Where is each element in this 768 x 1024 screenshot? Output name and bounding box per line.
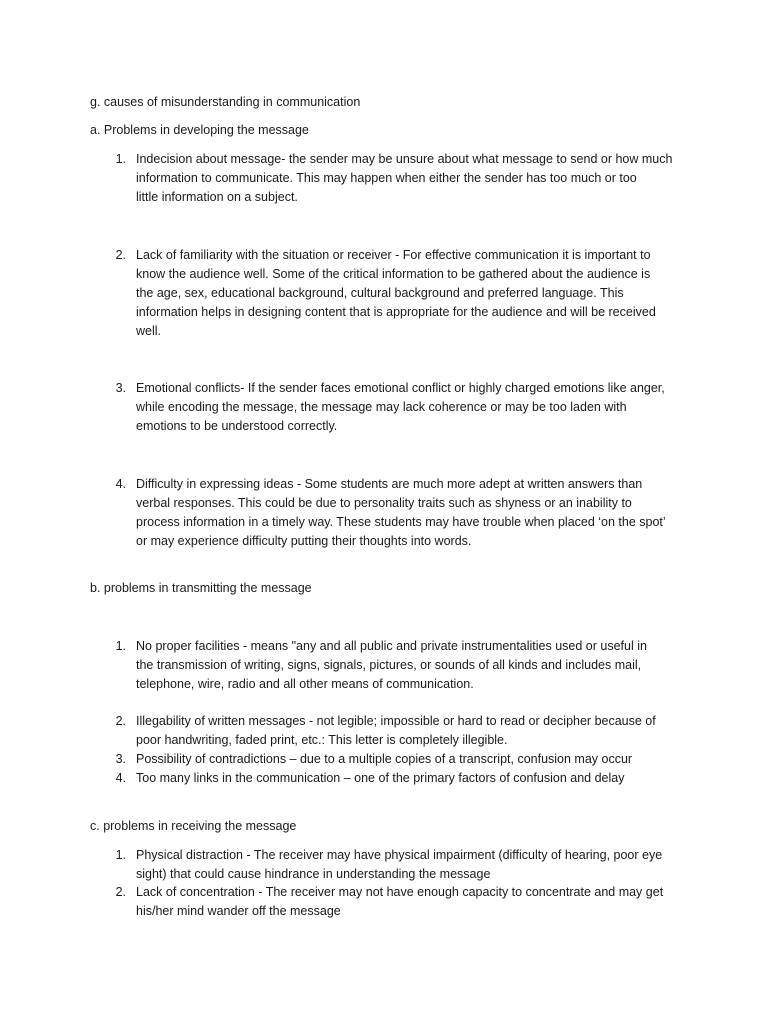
item-text-line: Difficulty in expressing ideas - Some students are much more adept at written answers than bbox=[136, 477, 643, 491]
item-number: 4. bbox=[115, 477, 126, 491]
item-text-line: Too many links in the communication – one of the primary factors of confusion and delay bbox=[136, 771, 625, 785]
item-text-line: Emotional conflicts- If the sender faces emotional conflict or highly charged emotions like anger, bbox=[136, 381, 665, 395]
item-number: 3. bbox=[115, 381, 126, 395]
item-text-line: No proper facilities - means "any and all public and private instrumentalities used or useful in bbox=[136, 639, 647, 653]
item-text-line: information helps in designing content that is appropriate for the audience and will be received bbox=[136, 305, 656, 319]
item-number: 3. bbox=[115, 752, 126, 766]
item-text-line: little information on a subject. bbox=[136, 190, 298, 204]
item-text-line: Illegability of written messages - not legible; impossible or hard to read or decipher because of bbox=[136, 714, 656, 728]
item-number: 1. bbox=[115, 152, 126, 166]
item-text-line: sight) that could cause hindrance in understanding the message bbox=[136, 867, 491, 881]
item-text-line: his/her mind wander off the message bbox=[136, 904, 341, 918]
item-text-line: or may experience difficulty putting their thoughts into words. bbox=[136, 534, 472, 548]
item-number: 2. bbox=[115, 885, 126, 899]
item-text-line: information to communicate. This may happen when either the sender has too much or too bbox=[136, 171, 637, 185]
item-text-line: know the audience well. Some of the critical information to be gathered about the audience is bbox=[136, 267, 651, 281]
item-text-line: while encoding the message, the message may lack coherence or may be too laden with bbox=[136, 400, 627, 414]
item-number: 2. bbox=[115, 248, 126, 262]
item-text-line: the transmission of writing, signs, signals, pictures, or sounds of all kinds and includes mail, bbox=[136, 658, 642, 672]
item-text-line: Indecision about message- the sender may be unsure about what message to send or how much bbox=[136, 152, 673, 166]
item-text-line: Lack of familiarity with the situation or receiver - For effective communication it is important to bbox=[136, 248, 651, 262]
item-text-line: emotions to be understood correctly. bbox=[136, 419, 338, 433]
item-text-line: poor handwriting, faded print, etc.: This letter is completely illegible. bbox=[136, 733, 508, 747]
item-number: 4. bbox=[115, 771, 126, 785]
item-text-line: process information in a timely way. These students may have trouble when placed ‘on the spot’ bbox=[136, 515, 666, 529]
item-text-line: Physical distraction - The receiver may have physical impairment (difficulty of hearing, poor eye bbox=[136, 848, 663, 862]
section-heading-b: b. problems in transmitting the message bbox=[90, 581, 312, 595]
item-text-line: the age, sex, educational background, cultural background and preferred language. This bbox=[136, 286, 624, 300]
item-number: 1. bbox=[115, 639, 126, 653]
item-number: 1. bbox=[115, 848, 126, 862]
section-heading-c: c. problems in receiving the message bbox=[90, 819, 297, 833]
item-number: 2. bbox=[115, 714, 126, 728]
item-text-line: verbal responses. This could be due to personality traits such as shyness or an inability to bbox=[136, 496, 632, 510]
item-text-line: well. bbox=[136, 324, 162, 338]
document-title: g. causes of misunderstanding in communication bbox=[90, 95, 361, 109]
item-text-line: Possibility of contradictions – due to a multiple copies of a transcript, confusion may occur bbox=[136, 752, 633, 766]
item-text-line: telephone, wire, radio and all other means of communication. bbox=[136, 677, 474, 691]
item-text-line: Lack of concentration - The receiver may not have enough capacity to concentrate and may get bbox=[136, 885, 664, 899]
section-heading-a: a. Problems in developing the message bbox=[90, 123, 309, 137]
